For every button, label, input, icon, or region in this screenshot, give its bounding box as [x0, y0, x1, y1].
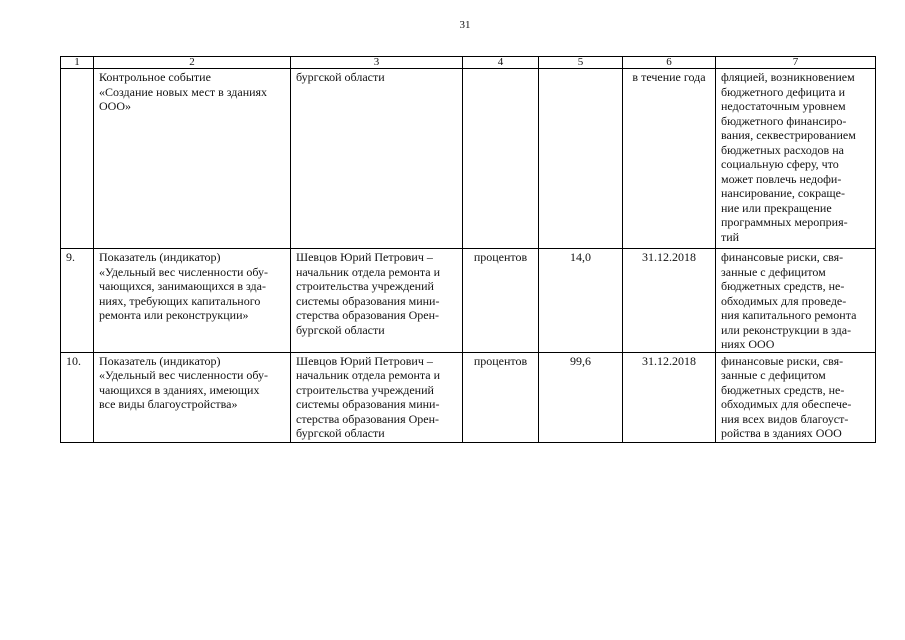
document-table — [60, 56, 876, 443]
header-col-6: 6 — [623, 57, 716, 69]
header-col-5: 5 — [539, 57, 623, 69]
responsible-cell: бургской области — [291, 69, 463, 249]
indicator-name-cell: Показатель (индикатор) «Удельный вес численности обу- чающихся в зданиях, имеющих все виды благоустройства» — [94, 352, 291, 442]
page-number: 31 — [459, 19, 471, 31]
unit-cell: процентов — [463, 352, 539, 442]
unit-cell — [463, 69, 539, 249]
row-number-cell: 10. — [61, 352, 94, 442]
table-header-row — [61, 57, 876, 69]
value-cell: 14,0 — [539, 249, 623, 353]
header-col-3: 3 — [291, 57, 463, 69]
row-number-cell: 9. — [61, 249, 94, 353]
table-row — [61, 249, 876, 353]
risks-cell: финансовые риски, свя- занные с дефицитом бюджетных средств, не- обходимых для проведе- ния капитального ремонта или реконструкции в зда- ниях ООО — [716, 249, 876, 353]
row-number-cell — [61, 69, 94, 249]
responsible-cell: Шевцов Юрий Петрович – начальник отдела ремонта и строительства учреждений системы образования мини- стерства образования Орен- бургской области — [291, 249, 463, 353]
deadline-cell: в течение года — [623, 69, 716, 249]
value-cell: 99,6 — [539, 352, 623, 442]
deadline-cell: 31.12.2018 — [623, 352, 716, 442]
header-col-2: 2 — [94, 57, 291, 69]
responsible-cell: Шевцов Юрий Петрович – начальник отдела ремонта и строительства учреждений системы образования мини- стерства образования Орен- бургской области — [291, 352, 463, 442]
value-cell — [539, 69, 623, 249]
risks-cell: фляцией, возникновением бюджетного дефицита и недостаточным уровнем бюджетного финансиро- вания, секвестрированием бюджетных расходов на социальную сферу, что может повлечь недофи- нансирование, сокраще- ние или прекращение программных мероприя- тий — [716, 69, 876, 249]
deadline-cell: 31.12.2018 — [623, 249, 716, 353]
risks-cell: финансовые риски, свя- занные с дефицитом бюджетных средств, не- обходимых для обеспече- ния всех видов благоуст- ройства в зданиях ООО — [716, 352, 876, 442]
unit-cell: процентов — [463, 249, 539, 353]
indicator-name-cell: Показатель (индикатор) «Удельный вес численности обу- чающихся, занимающихся в зда- ниях, требующих капитального ремонта или реконструкции» — [94, 249, 291, 353]
event-name-cell: Контрольное событие «Создание новых мест в зданиях ООО» — [94, 69, 291, 249]
table-row — [61, 69, 876, 249]
header-col-7: 7 — [716, 57, 876, 69]
header-col-4: 4 — [463, 57, 539, 69]
table-row — [61, 352, 876, 442]
header-col-1: 1 — [61, 57, 94, 69]
